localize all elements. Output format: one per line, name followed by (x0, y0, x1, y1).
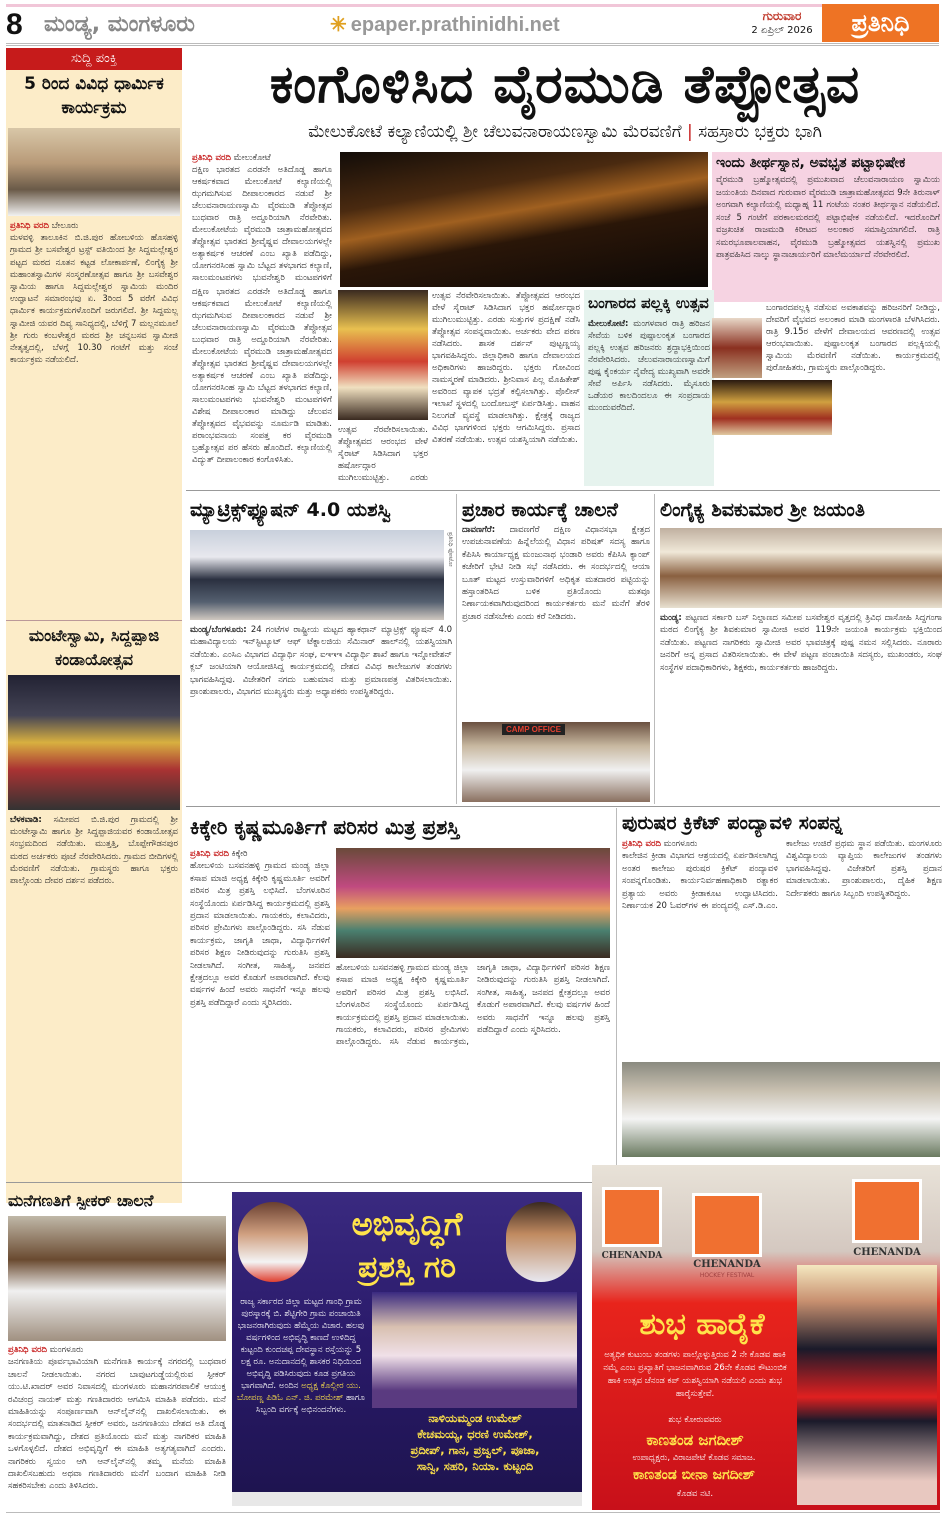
camp-office-sign: CAMP OFFICE (502, 724, 565, 735)
ad-greetings (592, 1165, 940, 1510)
story-matrixfusion-photo (190, 530, 444, 620)
greetings-headline: ಶುಭ ಹಾರೈಕೆ (639, 1307, 765, 1342)
sidebar-box-title: ಇಂದು ತೀರ್ಥಸ್ನಾನ, ಅವಭೃತ ಪಟ್ಟಾಭಿಷೇಕ (716, 155, 906, 171)
story-kikkeri-place: ಕಿಕ್ಕೇರಿ (231, 849, 248, 859)
story-campaign-place: ದಾವಣಗೆರೆ: (462, 525, 496, 535)
story-kikkeri-photo (336, 848, 610, 958)
brief1-title: 5 ರಿಂದ ವಿವಿಧ ಧಾರ್ಮಿಕ ಕಾರ್ಯಕ್ರಮ (24, 74, 164, 118)
story-cricket-photo (622, 1062, 940, 1157)
ad-portrait-right (506, 1202, 576, 1282)
story-kikkeri-byline: ಪ್ರತಿನಿಧಿ ವರದಿ (190, 849, 229, 859)
news-briefs-header: ಸುದ್ದಿ ಪಂಕ್ತಿ (6, 48, 182, 70)
story-matrixfusion-text: 24 ಗಂಟೆಗಳ ರಾಷ್ಟ್ರೀಯ ಮಟ್ಟದ ಹ್ಯಾಕಥಾನ್ ಮ್ಯಾಟ್ರಿಕ್ಸ್ ಫ್ಯೂಷನ್ 4.0 ಮಹಾವಿದ್ಯಾಲಯ ಇನ್‌ಸ್ಟಿಟ್ಯೂಟ್ ಆಫ್ ಟೆಕ್ನಾಲಜಿಯ ಸೆಮಿನಾರ್ ಹಾಲ್‌ನಲ್ಲಿ ಯಶಸ್ವಿಯಾಗಿ ನಡೆಯಿತು. ಎಂಸಿಎ ವಿಭಾಗದ ವಿದ್ಯಾರ್ಥಿ ಸಂಘ, ಐಇಇಇ ವಿದ್ಯಾರ್ಥಿ ಶಾಖೆ ಹಾಗೂ ಇನ್ನೋವೇಶನ್ ಕ್ಲಬ್ ಜಂಟಿಯಾಗಿ ಆಯೋಜಿಸಿದ್ದ ಕಾರ್ಯಕ್ರಮದಲ್ಲಿ ದೇಶದ ವಿವಿಧ ಕಾಲೇಜುಗಳ ತಂಡಗಳು ಭಾಗವಹಿಸಿದ್ದವು. ವಿಜೇತರಿಗೆ ನಗದು ಬಹುಮಾನ ಮತ್ತು ಪ್ರಮಾಣಪತ್ರ ವಿತರಿಸಲಾಯಿತು. ಪ್ರಾಂಶುಪಾಲರು, ವಿಭಾಗದ ಮುಖ್ಯಸ್ಥರು ಮತ್ತು ಅಧ್ಯಾಪಕರು ಉಪಸ್ಥಿತರಿದ್ದರು. (190, 625, 452, 698)
subhead-separator: | (686, 122, 693, 142)
couple-photo (797, 1265, 937, 1505)
ad-strip (232, 1492, 582, 1506)
ad-names-line2: ಕೇಚಮಯ್ಯ, ಧರಣಿ ಉಮೇಶ್, (417, 1427, 533, 1441)
palanquin-photo (712, 380, 832, 435)
website-url: epaper.prathinidhi.net (350, 14, 560, 36)
brief1-byline: ಪ್ರತಿನಿಧಿ ವರದಿ (10, 221, 49, 231)
story-census-title: ಮನೆಗಣತಿಗೆ ಸ್ಪೀಕರ್ ಚಾಲನೆ (8, 1191, 154, 1210)
masthead-rule (6, 43, 939, 46)
palanquin-photo-small (712, 318, 762, 378)
greetings-role1: ಉಪಾಧ್ಯಕ್ಷರು, ವಿರಾಜಪೇಟೆ ಕೊಡವ ಸಮಾಜ. (632, 1453, 756, 1463)
story-jayanti-body (660, 612, 942, 802)
ad-body (236, 1296, 366, 1416)
story-census-place: ಮಂಗಳೂರು (49, 1345, 84, 1355)
chenanda-logo-3 (852, 1179, 922, 1243)
column-rule (654, 494, 655, 804)
lead-text: ದಕ್ಷಿಣ ಭಾರತದ ಎರಡನೇ ಅತಿದೊಡ್ಡ ಹಾಗೂ ಆಕರ್ಷಕವಾದ ಮೇಲುಕೋಟೆ ಕಲ್ಯಾಣಿಯಲ್ಲಿ ಝಗಮಗಿಸುವ ದೀಪಾಲಂಕಾರದ ನಡುವೆ ಶ್ರೀ ಚೆಲುವನಾರಾಯಣಸ್ವಾಮಿ ವೈರಮುಡಿ ತೆಪ್ಪೋತ್ಸವ ಬುಧವಾರ ರಾತ್ರಿ ಅದ್ದೂರಿಯಾಗಿ ನೆರವೇರಿತು. ಮೇಲುಕೋಟೆಯ ವೈರಮುಡಿ ಜಾತ್ರಾಮಹೋತ್ಸವದ ತೆಪ್ಪೋತ್ಸವ ಭಾರತದ ಶ್ರೀವೈಷ್ಣವ ದೇವಾಲಯಗಳಲ್ಲೇ ಅತ್ಯಾಕರ್ಷಕ ಆಚರಣೆ ಎಂಬ ಖ್ಯಾತಿ ಪಡೆದಿದ್ದು, ಯೋಗನರಸಿಂಹ ಸ್ವಾಮಿ ಬೆಟ್ಟದ ತಳಭಾಗದ ಕಲ್ಯಾಣಿ, ಸಾಲುಮಂಟಪಗಳು ಭುವನೇಶ್ವರಿ ಮಂಟಪಗಳಿಗೆ (192, 165, 332, 283)
page-number: 8 (6, 8, 23, 41)
lead-body-col3 (432, 290, 580, 486)
palanquin-place: ಮೇಲುಕೋಟೆ: (588, 319, 629, 329)
ad-headline-line1: ಅಭಿವೃದ್ಧಿಗೆ (351, 1205, 463, 1243)
chenanda-label-1: CHENANDA (601, 1251, 663, 1261)
story-campaign-photo (462, 722, 650, 802)
divider (6, 620, 182, 621)
greetings-name2: ಕಾಣತಂಡ ಬೀನಾ ಜಗದೀಶ್ (633, 1467, 755, 1483)
cursor-sparkle-icon: ✳ (330, 14, 347, 36)
brief1-photo (8, 128, 180, 216)
ad-body-text: ರಾಜ್ಯ ಸರ್ಕಾರದ ಜಿಲ್ಲಾ ಮಟ್ಟದ ಗಾಂಧಿ ಗ್ರಾಮ ಪುರಸ್ಕಾರಕ್ಕೆ ಬಿ. ಶೆಟ್ಟಿಗೇರಿ ಗ್ರಾಮ ಪಂಚಾಯಿತಿ ಭಾಜನರಾಗಿರುವುದು ಹೆಮ್ಮೆಯ ವಿಚಾರ. ಹಲವು ವರ್ಷಗಳಿಂದ ಅಭಿವೃದ್ಧಿ ಕಾಣದೆ ಉಳಿದಿದ್ದ ಕುಟ್ಟಂದಿ ಕುಂದಚಪ್ಪ ದೇವಸ್ಥಾನ ರಸ್ತೆಯನ್ನು 5 ಲಕ್ಷ ರೂ. ಅನುದಾನದಲ್ಲಿ ಶಾಸಕರ ನಿಧಿಯಿಂದ ಅಭಿವೃದ್ಧಿ ಪಡಿಸಿರುವುದು ಕೂಡ ಪ್ರಗತಿಯ ಭಾಗವಾಗಿದೆ. ಅಂದಿನ (237, 1297, 365, 1391)
bottom-rule (6, 1512, 940, 1513)
ad-family-names (370, 1410, 580, 1474)
chenanda-label-3: CHENANDA (853, 1247, 921, 1258)
brief2-body (10, 814, 178, 1194)
greetings-name1: ಕಾಣತಂಡ ಜಗದೀಶ್ (646, 1431, 744, 1449)
ad-development-award (232, 1192, 582, 1492)
palanquin-text: ಮಂಗಳವಾರ ರಾತ್ರಿ ಹರಿಜನ ಸೇವೆಯ ಬಳಿಕ ಪುಷ್ಪಾಲಂಕೃತ ಬಂಗಾರದ ಪಲ್ಲಕ್ಕಿ ಉತ್ಸವ ಹರಿಜನರು ಶ್ರದ್ಧಾಭಕ್ತಿಯಿಂದ ನೆರವೇರಿಸಿದರು. ಚೆಲುವನಾರಾಯಣಸ್ವಾಮಿಗೆ ಪುಷ್ಪ ಕೈಂಕರ್ಯ ನೈವೇದ್ಯ ಮುಖ್ಯವಾಗಿ ಅವರೇ ಸೇವೆ ಅರ್ಪಿಸಿ ನಡೆಸಿದರು. ಮೈಸೂರು ಒಡೆಯರ ಕಾಲದಿಂದಲೂ ಈ ಸಂಪ್ರದಾಯ ಮುಂದುವರೆದಿದೆ. (588, 319, 710, 413)
lead-text-2: ಉತ್ಸವ ನೆರವೇರಿಸಲಾಯಿತು. ತೆಪ್ಪೋತ್ಸವದ ಆರಂಭದ ವೇಳೆ ಸೈರಾಟ್ ಸಿಡಿಸಿದಾಗ ಭಕ್ತರ ಹರ್ಷೋದ್ಗಾರ ಮುಗಿಲುಮುಟ್ಟಿತ್ತು. ಎರಡು ಸುತ್ತುಗಳ ಪ್ರದಕ್ಷಿಣೆ ನಡೆಸಿ ತೆಪ್ಪೋತ್ಸವ ಸಂಪನ್ನವಾಯಿತು. ಅರ್ಚಕರು ವೇದ ಪಠಣ ನಡೆಸಿದರು. ಶಾಸಕ ದರ್ಶನ್ ಪುಟ್ಟಣ್ಣಯ್ಯ ಭಾಗವಹಿಸಿದ್ದರು. ಜಿಲ್ಲಾಧಿಕಾರಿ ಹಾಗೂ ದೇವಾಲಯದ ಅಧಿಕಾರಿಗಳು ಹಾಜರಿದ್ದರು. ಭಕ್ತರು ಗೋವಿಂದ ನಾಮಸ್ಮರಣೆ ಮಾಡಿದರು. (432, 291, 580, 385)
weekday: ಗುರುವಾರ (762, 9, 802, 23)
divider (186, 490, 940, 491)
story-campaign-text: ದಾವಣಗೆರೆ ದಕ್ಷಿಣ ವಿಧಾನಸಭಾ ಕ್ಷೇತ್ರದ ಉಪಚುನಾವಣೆಯ ಹಿನ್ನೆಲೆಯಲ್ಲಿ ವಿಧಾನ ಪರಿಷತ್ ಸದಸ್ಯ ಹಾಗೂ ಕೆಪಿಸಿಸಿ ಕಾರ್ಯಾಧ್ಯಕ್ಷ ಮಂಜುನಾಥ ಭಂಡಾರಿ ಅವರು ಕೆಪಿಸಿಸಿ ಕ್ಯಾಂಪ್ ಕಚೇರಿಗೆ ಭೇಟಿ ನೀಡಿ ಸಭೆ ನಡೆಸಿದರು. ಈ ಸಂದರ್ಭದಲ್ಲಿ ಆಯಾ ಬೂತ್ ಮಟ್ಟದ ಉಸ್ತುವಾರಿಗಳಿಗೆ ಅಧಿಕೃತ ಮತದಾರರ ಪಟ್ಟಿಯನ್ನು ಹಸ್ತಾಂತರಿಸಿದ ಬಳಿಕ ಪ್ರತಿಯೊಂದು ಮತವೂ ನಿರ್ಣಾಯಕವಾಗಿರುವುದರಿಂದ ಕಾರ್ಯಕರ್ತರು ಮನೆ ಮನೆಗೆ ತೆರಳಿ ಪ್ರಚಾರ ನಡೆಸಬೇಕು ಎಂದು ಕರೆ ನೀಡಿದರು. (462, 525, 650, 622)
chenanda-label-2: CHENANDA (693, 1259, 761, 1270)
story-kikkeri-text: ಹೋಬಳಿಯ ಬಸವನಹಳ್ಳಿ ಗ್ರಾಮದ ಮಂಡ್ಯ ಜಿಲ್ಲಾ ಕಸಾಪ ಮಾಜಿ ಅಧ್ಯಕ್ಷ ಕಿಕ್ಕೇರಿ ಕೃಷ್ಣಮೂರ್ತಿ ಅವರಿಗೆ ಪರಿಸರ ಮಿತ್ರ ಪ್ರಶಸ್ತಿ ಲಭಿಸಿದೆ. ಬೆಂಗಳೂರಿನ ಸಂಸ್ಥೆಯೊಂದು ಏರ್ಪಡಿಸಿದ್ದ ಕಾರ್ಯಕ್ರಮದಲ್ಲಿ ಪ್ರಶಸ್ತಿ ಪ್ರದಾನ ಮಾಡಲಾಯಿತು. ಗಾಯಕರು, ಕಲಾವಿದರು, ಪರಿಸರ ಪ್ರೇಮಿಗಳು ಪಾಲ್ಗೊಂಡಿದ್ದರು. ಸಸಿ ನೆಡುವ ಕಾರ್ಯಕ್ರಮ, ಜಾಗೃತಿ ಜಾಥಾ, ವಿದ್ಯಾರ್ಥಿಗಳಿಗೆ ಪರಿಸರ ಶಿಕ್ಷಣ ನೀಡಿರುವುದನ್ನು ಗುರುತಿಸಿ ಪ್ರಶಸ್ತಿ ನೀಡಲಾಗಿದೆ. ಸಂಗೀತ, ಸಾಹಿತ್ಯ, ಜನಪದ ಕ್ಷೇತ್ರದಲ್ಲೂ ಅವರ ಕೊಡುಗೆ ಅಪಾರವಾಗಿದೆ. ಕೆಲವು ವರ್ಷಗಳ ಹಿಂದೆ ಅವರು ಸಾಧನೆಗೆ ಇನ್ನೂ ಹಲವು ಪ್ರಶಸ್ತಿ ಪಡೆದಿದ್ದಾರೆ ಎಂದು ಸ್ಮರಿಸಿದರು. (190, 861, 330, 1008)
lead-headline: ಕಂಗೊಳಿಸಿದ ವೈರಮುಡಿ ತೆಪ್ಪೋತ್ಸವ (269, 55, 861, 115)
story-campaign-title: ಪ್ರಚಾರ ಕಾರ್ಯಕ್ಕೆ ಚಾಲನೆ (462, 499, 618, 521)
story-cricket-title: ಪುರುಷರ ಕ್ರಿಕೆಟ್ ಪಂದ್ಯಾವಳಿ ಸಂಪನ್ನ (622, 812, 843, 834)
story-cricket-place: ಮಂಗಳೂರು (663, 839, 698, 849)
sidebar-box-body: ವೈರಮುಡಿ ಬ್ರಹ್ಮೋತ್ಸವದಲ್ಲಿ ಪ್ರಮುಖವಾದ ಚೆಲುವನಾರಾಯಣ ಸ್ವಾಮಿಯ ಜಯಂತಿಯ ದಿನವಾದ ಗುರುವಾರ ವೈರಮುಡಿ ಜಾತ್ರಾಮಹೋತ್ಸವದ 9ನೇ ತಿರುನಾಳ್ ಅಂಗವಾಗಿ ಕಲ್ಯಾಣಿಯಲ್ಲಿ ಮಧ್ಯಾಹ್ನ 11 ಗಂಟೆಯ ನಂತರ ತೀರ್ಥಸ್ನಾನ ನಡೆಯಲಿದೆ. ಸಂಜೆ 5 ಗಂಟೆಗೆ ಪರಕಾಲಮಠದಲ್ಲಿ ಪಟ್ಟಾಭಿಷೇಕ ನಡೆಯಲಿದೆ. ಇದರೊಂದಿಗೆ ವಜ್ರಖಚಿತ ರಾಜಮುಡಿ ಕಿರೀಟದ ಅಲಂಕಾರ ಸಮಾಪ್ತಿಯಾಗಲಿದೆ. ರಾತ್ರಿ ಸಮರಭೂಪಾಲವಾಹನ, ವೈರಮುಡಿ ಬ್ರಹ್ಮೋತ್ಸವದ ಯಶಸ್ವಿನಲ್ಲಿ ಪ್ರಮುಖ ಪಾತ್ರವಹಿಸಿದ ನಾಲ್ಕು ಸ್ಥಾನಾಚಾರ್ಯರಿಗೆ ಮಾಲೆಮರ್ಯಾದೆ ನೆರವೇರಲಿದೆ. (716, 175, 940, 260)
lead-body-col1 (192, 152, 332, 284)
palanquin-title: ಬಂಗಾರದ ಪಲ್ಲಕ್ಕಿ ಉತ್ಸವ (588, 294, 709, 312)
brief2-title: ಮಂಟೇಸ್ವಾಮಿ, ಸಿದ್ದಪ್ಪಾಜಿ ಕಂಡಾಯೋತ್ಸವ (28, 626, 160, 669)
brief1-body (10, 220, 178, 615)
divider (186, 806, 940, 807)
lead-photo-kalyani-night (340, 152, 708, 287)
story-jayanti-photo (660, 528, 942, 608)
brief1-place: ಬೇಲೂರು (51, 221, 79, 231)
palanquin-body-2: ಬಂಗಾರದಪಲ್ಲಕ್ಕಿ ನಡೆಸುವ ಅವಕಾಶವನ್ನು ಹರಿಜನರಿಗೆ ನೀಡಿದ್ದು, ದೇವರಿಗೆ ವೈಭವದ ಅಲಂಕಾರ ಮಾಡಿ ಮಂಗಳಾರತಿ ಬೆಳಗಿಸಿದರು. ರಾತ್ರಿ 9.15ರ ವೇಳೆಗೆ ದೇವಾಲಯದ ಆವರಣದಲ್ಲಿ ಉತ್ಸವ ಆರಂಭವಾಯಿತು. ಪುಷ್ಪಾಲಂಕೃತ ಬಂಗಾರದ ಪಲ್ಲಕ್ಕಿಯಲ್ಲಿ ಸ್ವಾಮಿಯ ಮೆರವಣಿಗೆ ನಡೆಯಿತು. ಕಾರ್ಯಕ್ರಮದಲ್ಲಿ ಪುರೋಹಿತರು, ಗ್ರಾಮಸ್ಥರು ಪಾಲ್ಗೊಂಡಿದ್ದರು. (766, 303, 940, 373)
story-matrixfusion-title: ಮ್ಯಾಟ್ರಿಕ್ಸ್‌ಫ್ಯೂಷನ್ 4.0 ಯಶಸ್ವಿ (190, 499, 392, 521)
lead-subhead-left: ಮೇಲುಕೋಟೆ ಕಲ್ಯಾಣಿಯಲ್ಲಿ ಶ್ರೀ ಚೆಲುವನಾರಾಯಣಸ್ವಾಮಿ ಮೆರವಣಿಗೆ (308, 122, 682, 142)
story-jayanti-title: ಲಿಂಗೈಕ್ಯ ಶಿವಕುಮಾರ ಶ್ರೀ ಜಯಂತಿ (660, 499, 865, 521)
story-cricket-body (622, 838, 942, 1060)
story-census-body (8, 1344, 226, 1514)
lead-text-3: ಶ್ರೀನಿವಾಸ ಪಿಲ್ಲ ಮೊಹಿತೇಶ್ ಅವರಿಂದ ವ್ಯಾಪಕ ಭದ್ರತೆ ಕಲ್ಪಿಸಲಾಗಿತ್ತು. ಪೊಲೀಸ್ ಇಲಾಖೆ ಸ್ಥಳದಲ್ಲಿ ಬಂದೋಬಸ್ತ್ ಏರ್ಪಡಿಸಿತ್ತು. ವಾಹನ ನಿಲುಗಡೆ ವ್ಯವಸ್ಥೆ ಮಾಡಲಾಗಿತ್ತು. ಕ್ಷೇತ್ರಕ್ಕೆ ರಾಜ್ಯದ ವಿವಿಧ ಭಾಗಗಳಿಂದ ಭಕ್ತರು ಆಗಮಿಸಿದ್ದರು. ಪ್ರಸಾದ ವಿತರಣೆ ನಡೆಯಿತು. ಉತ್ಸವ ಯಶಸ್ವಿಯಾಗಿ ನಡೆಯಿತು. (432, 375, 580, 445)
lead-place: ಮೇಲುಕೋಟೆ (233, 153, 271, 163)
ad-names-line4: ಸಾನ್ವಿ, ಸಹರಿ, ನಿಯಾ. ಕುಟ್ಟಂದಿ (416, 1459, 534, 1473)
chenanda-logo-1 (602, 1187, 662, 1247)
story-jayanti-place: ಮಂಡ್ಯ: (660, 613, 682, 623)
greetings-body: ಅತ್ಯಧಿಕ ಕುಟುಂಬ ತಂಡಗಳು ಪಾಲ್ಗೊಳ್ಳುತ್ತಿರುವ 2 ನೇ ಕೊಡವ ಹಾಕಿ ನಮ್ಮೆ ಎಂಬ ಪ್ರಖ್ಯಾತಿಗೆ ಭಾಜನವಾಗಿರುವ 26ನೇ ಕೊಡವ ಕೌಟುಂಬಿಕ ಹಾಕಿ ಉತ್ಸವ ಚೆನಂಡ ಕಪ್ ಯಶಸ್ವಿಯಾಗಿ ನಡೆಯಲಿ ಎಂದು ಶುಭ ಹಾರೈಸುತ್ತೇವೆ. (603, 1350, 787, 1399)
chenanda-sub: HOCKEY FESTIVAL (699, 1272, 755, 1279)
story-jayanti-text: ಪಟ್ಟಣದ ಸರ್ಕಾರಿ ಬಸ್ ನಿಲ್ದಾಣದ ಸಮೀಪ ಬಸವೇಶ್ವರ ವೃತ್ತದಲ್ಲಿ ತ್ರಿವಿಧ ದಾಸೋಹಿ ಸಿದ್ದಗಂಗಾ ಮಠದ ಲಿಂಗೈಕ್ಯ ಶ್ರೀ ಶಿವಕುಮಾರ ಸ್ವಾಮೀಜಿ ಅವರ 119ನೇ ಜಯಂತಿ ಕಾರ್ಯಕ್ರಮ ಭಕ್ತಿಯಿಂದ ನಡೆಯಿತು. ಪಟ್ಟಣದ ನಾಗರಿಕರು ಸ್ವಾಮೀಜಿ ಅವರ ಭಾವಚಿತ್ರಕ್ಕೆ ಪುಷ್ಪ ನಮನ ಸಲ್ಲಿಸಿದರು. ನೂರಾರು ಜನರಿಗೆ ಅನ್ನ ಪ್ರಸಾದ ವಿತರಿಸಲಾಯಿತು. ಈ ವೇಳೆ ಪಟ್ಟಣ ಪಂಚಾಯಿತಿ ಸದಸ್ಯರು, ಮುಖಂಡರು, ಸಂಘ ಸಂಸ್ಥೆಗಳ ಪದಾಧಿಕಾರಿಗಳು, ಶಿಕ್ಷಕರು, ಕಾರ್ಯಕರ್ತರು ಹಾಜರಿದ್ದರು. (660, 613, 942, 673)
brief1-text: ಮಳವಳ್ಳಿ ತಾಲೂಕಿನ ಬಿ.ಜಿ.ಪುರ ಹೋಬಳಿಯ ಹೊಸಹಳ್ಳಿ ಗ್ರಾಮದ ಶ್ರೀ ಬಸವೇಶ್ವರ ಟ್ರಸ್ಟ್ ವತಿಯಿಂದ ಶ್ರೀ ಸಿದ್ದಮಲ್ಲೇಶ್ವರ ಪಟ್ಟದ ಮಠದ ನೂತನ ಕಟ್ಟಡ ಲೋಕಾರ್ಪಣೆ, ಲಿಂಗೈಕ್ಯ ಶ್ರೀ ಮಹಾಂತಸ್ವಾಮಿಗಳ ಸಂಸ್ಮರಣೋತ್ಸವ ಹಾಗೂ ಶ್ರೀ ಬಸವೇಶ್ವರ ಸ್ವಾಮಿಯ ಹಾಗೂ ಸಿದ್ದಮಲ್ಲೇಶ್ವರ ಸ್ವಾಮಿಯ ಮಂದಿರ ಉದ್ಘಾಟನೆ ಸಮಾರಂಭವು ಏ. 3ರಿಂದ 5 ವರೆಗೆ ವಿವಿಧ ಧಾರ್ಮಿಕ ಕಾರ್ಯಕ್ರಮಗಳೊಂದಿಗೆ ಜರುಗಲಿದೆ. ಶ್ರೀ ಸಿದ್ದಮಲ್ಲ ಸ್ವಾಮೀಜಿ ಯವರ ದಿವ್ಯ ಸಾನಿಧ್ಯದಲ್ಲಿ, ಬೆಳಿಗ್ಗೆ 7 ಮಲ್ಲನಮೂಲೆ ಶ್ರೀ ಗುರು ಕಂಬಳೇಶ್ವರ ಮಠದ ಶ್ರೀ ಚನ್ನಬಸವ ಸ್ವಾಮೀಜಿ ನೇತೃತ್ವದಲ್ಲಿ, ಬೆಳಗ್ಗೆ 10.30 ಗಂಟೆಗೆ ಮತ್ತು ಸಂಜೆ ಕಾರ್ಯಕ್ರಮ ನಡೆಯಲಿದೆ. (10, 233, 178, 366)
greetings-wishers-label: ಶುಭ ಕೋರುವವರು (668, 1415, 722, 1425)
brief2-place: ಬೆಳಕವಾಡಿ: (10, 815, 42, 825)
lead-body-col1b: ದಕ್ಷಿಣ ಭಾರತದ ಎರಡನೇ ಅತಿದೊಡ್ಡ ಹಾಗೂ ಆಕರ್ಷಕವಾದ ಮೇಲುಕೋಟೆ ಕಲ್ಯಾಣಿಯಲ್ಲಿ ಝಗಮಗಿಸುವ ದೀಪಾಲಂಕಾರದ ನಡುವೆ ಶ್ರೀ ಚೆಲುವನಾರಾಯಣಸ್ವಾಮಿ ವೈರಮುಡಿ ತೆಪ್ಪೋತ್ಸವ ಬುಧವಾರ ರಾತ್ರಿ ಅದ್ದೂರಿಯಾಗಿ ನೆರವೇರಿತು. ಮೇಲುಕೋಟೆಯ ವೈರಮುಡಿ ಜಾತ್ರಾಮಹೋತ್ಸವದ ತೆಪ್ಪೋತ್ಸವ ಭಾರತದ ಶ್ರೀವೈಷ್ಣವ ದೇವಾಲಯಗಳಲ್ಲೇ ಅತ್ಯಾಕರ್ಷಕ ಆಚರಣೆ ಎಂಬ ಖ್ಯಾತಿ ಪಡೆದಿದ್ದು, ಯೋಗನರಸಿಂಹ ಸ್ವಾಮಿ ಬೆಟ್ಟದ ತಳಭಾಗದ ಕಲ್ಯಾಣಿ, ಸಾಲುಮಂಟಪಗಳು ಭುವನೇಶ್ವರಿ ಮಂಟಪಗಳಿಗೆ ವಿಶೇಷ ದೀಪಾಲಂಕಾರ ಮಾಡಿದ್ದು ಚೆಲುವನ ತೆಪ್ಪೋತ್ಸವದ ವೈಭವವನ್ನು ನೂರ್ಮಡಿ ಮಾಡಿತು. ಪರಾಂಭವನಾಯ ಸಂಪತ್ತ ಕರ ವೈರಮುಡಿ ಬ್ರಹ್ಮೋತ್ಸವ ಪರ ಹೆಸರು ಹೊಂದಿದೆ. ಕಲ್ಯಾಣಿಯಲ್ಲಿ ವಿದ್ಯುತ್ ದೀಪಾಲಂಕಾರ ಕಂಗೊಳಿಸಿತು. (192, 287, 332, 465)
ad-names-line3: ಪ್ರದೀಪ್, ಗಾನ, ಪ್ರಜ್ವಲ್, ಪೂಜಾ, (410, 1443, 540, 1457)
ad-names-line1: ನಾಳಿಯಮ್ಮಂಡ ಉಮೇಶ್ (428, 1411, 522, 1425)
section-name: ಮಂಡ್ಯ, ಮಂಗಳೂರು (44, 12, 195, 37)
column-rule (616, 808, 617, 1178)
story-census-photo (8, 1216, 226, 1341)
chenanda-logo-2 (692, 1193, 762, 1257)
story-kikkeri-body (190, 848, 330, 1178)
top-pink-rule (6, 4, 939, 7)
story-cricket-byline: ಪ್ರತಿನಿಧಿ ವರದಿ (622, 839, 661, 849)
website-link[interactable] (330, 12, 560, 37)
lead-subheadline (190, 122, 940, 142)
story-matrixfusion-body (190, 624, 452, 802)
greetings-role2: ಕೊಡವ ನಟಿ. (676, 1489, 714, 1499)
story-matrixfusion-place: ಮಂಡ್ಯ/ಬೆಂಗಳೂರು: (190, 625, 247, 635)
brief2-photo (8, 675, 180, 810)
lead-subhead-right: ಸಹಸ್ರಾರು ಭಕ್ತರು ಭಾಗಿ (698, 122, 822, 142)
story-kikkeri-body-2: ಹೋಬಳಿಯ ಬಸವನಹಳ್ಳಿ ಗ್ರಾಮದ ಮಂಡ್ಯ ಜಿಲ್ಲಾ ಕಸಾಪ ಮಾಜಿ ಅಧ್ಯಕ್ಷ ಕಿಕ್ಕೇರಿ ಕೃಷ್ಣಮೂರ್ತಿ ಅವರಿಗೆ ಪರಿಸರ ಮಿತ್ರ ಪ್ರಶಸ್ತಿ ಲಭಿಸಿದೆ. ಬೆಂಗಳೂರಿನ ಸಂಸ್ಥೆಯೊಂದು ಏರ್ಪಡಿಸಿದ್ದ ಕಾರ್ಯಕ್ರಮದಲ್ಲಿ ಪ್ರಶಸ್ತಿ ಪ್ರದಾನ ಮಾಡಲಾಯಿತು. ಗಾಯಕರು, ಕಲಾವಿದರು, ಪರಿಸರ ಪ್ರೇಮಿಗಳು ಪಾಲ್ಗೊಂಡಿದ್ದರು. ಸಸಿ ನೆಡುವ ಕಾರ್ಯಕ್ರಮ, ಜಾಗೃತಿ ಜಾಥಾ, ವಿದ್ಯಾರ್ಥಿಗಳಿಗೆ ಪರಿಸರ ಶಿಕ್ಷಣ ನೀಡಿರುವುದನ್ನು ಗುರುತಿಸಿ ಪ್ರಶಸ್ತಿ ನೀಡಲಾಗಿದೆ. ಸಂಗೀತ, ಸಾಹಿತ್ಯ, ಜನಪದ ಕ್ಷೇತ್ರದಲ್ಲೂ ಅವರ ಕೊಡುಗೆ ಅಪಾರವಾಗಿದೆ. ಕೆಲವು ವರ್ಷಗಳ ಹಿಂದೆ ಅವರು ಸಾಧನೆಗೆ ಇನ್ನೂ ಹಲವು ಪ್ರಶಸ್ತಿ ಪಡೆದಿದ್ದಾರೆ ಎಂದು ಸ್ಮರಿಸಿದರು. (336, 963, 610, 1048)
story-campaign-body (462, 524, 650, 722)
lead-byline: ಪ್ರತಿನಿಧಿ ವರದಿ (192, 153, 231, 163)
story-census-text: ಜನಗಣತಿಯ ಪೂರ್ವಭಾವಿಯಾಗಿ ಮನೆಗಣತಿ ಕಾರ್ಯಕ್ಕೆ ನಗರದಲ್ಲಿ ಬುಧವಾರ ಚಾಲನೆ ನೀಡಲಾಯಿತು. ನಗರದ ಬಾವುಟಗುಡ್ಡೆಯಲ್ಲಿರುವ ಸ್ಪೀಕರ್ ಯು.ಟಿ.ಖಾದರ್ ಅವರ ನಿವಾಸದಲ್ಲಿ ಮಂಗಳೂರು ಮಹಾನಗರಪಾಲಿಕೆ ಆಯುಕ್ತ ರವಿಚಂದ್ರ ನಾಯಕ್ ಮತ್ತು ಗಣತಿದಾರರು ಆಗಮಿಸಿ ಮಾಹಿತಿ ಪಡೆದರು. ಮನೆ ಮಾಹಿತಿಯನ್ನು ಸಂಪೂರ್ಣವಾಗಿ ಆನ್‌ಲೈನ್‌ನಲ್ಲಿ ದಾಖಲಿಸಲಾಯಿತು. ಈ ಸಂದರ್ಭದಲ್ಲಿ ಮಾತನಾಡಿದ ಸ್ಪೀಕರ್ ಅವರು, ಜನಗಣತಿಯು ದೇಶದ ಅತಿ ದೊಡ್ಡ ಕಾರ್ಯಕ್ರಮವಾಗಿದ್ದು, ದೇಶದ ಪ್ರತಿಯೊಂದು ಮನೆ ಮತ್ತು ನಾಗರಿಕರ ಮಾಹಿತಿ ಒಳಗೊಳ್ಳಲಿದೆ. ದೇಶದ ಅಭಿವೃದ್ಧಿಗೆ ಈ ಮಾಹಿತಿ ಅತ್ಯಗತ್ಯವಾಗಿದೆ ಎಂದರು. ನಾಗರಿಕರು ಸ್ವಯಂ ಆಗಿ ಆನ್‌ಲೈನ್‌ನಲ್ಲಿ ತಮ್ಮ ಮನೆಯ ಮಾಹಿತಿ ದಾಖಲಿಸಬಹುದು ಅಥವಾ ಗಣತಿದಾರರು ಮನೆಗೆ ಬಂದಾಗ ಮಾಹಿತಿ ನೀಡಿ ಸಹಕರಿಸಬೇಕು ಎಂದು ತಿಳಿಸಿದರು. (8, 1357, 226, 1492)
ad-body-highlight: ಅಧ್ಯಕ್ಷ ಕೊಲ್ಲೀರ ಯು. ಬೋಪಣ್ಣ ಪಿಡಿಓ ಎನ್. ಜಿ. ಪರಮೇಶ್ (237, 1381, 361, 1403)
story-cricket-text: ಕಾಲೇಜಿನ ಕ್ರೀಡಾ ವಿಭಾಗದ ಆಶ್ರಯದಲ್ಲಿ ಏರ್ಪಡಿಸಲಾಗಿದ್ದ ಅಂತರ ಕಾಲೇಜು ಪುರುಷರ ಕ್ರಿಕೆಟ್ ಪಂದ್ಯಾವಳಿ ಸಂಪನ್ನಗೊಂಡಿತು. ಕಾರ್ಯನಿರ್ವಹಣಾಧಿಕಾರಿ ರತ್ನಾಕರ ಪ್ರತ್ಯಾಯ ಅವರು ಕ್ರೀಡಾಕೂಟ ಉದ್ಘಾಟಿಸಿದರು. ನಿರ್ಣಾಯಕ 20 ಓವರ್‌ಗಳ ಈ ಪಂದ್ಯದಲ್ಲಿ ಎಸ್.ಡಿ.ಎಂ. ಕಾಲೇಜು ಉಜಿರೆ ಪ್ರಥಮ ಸ್ಥಾನ ಪಡೆಯಿತು. ಮಂಗಳೂರು ವಿಶ್ವವಿದ್ಯಾಲಯ ವ್ಯಾಪ್ತಿಯ ಕಾಲೇಜುಗಳ ತಂಡಗಳು ಭಾಗವಹಿಸಿದ್ದವು. ವಿಜೇತರಿಗೆ ಪ್ರಶಸ್ತಿ ಪ್ರದಾನ ಮಾಡಲಾಯಿತು. ಪ್ರಾಂಶುಪಾಲರು, ದೈಹಿಕ ಶಿಕ್ಷಣ ನಿರ್ದೇಶಕರು ಹಾಗೂ ಸಿಬ್ಬಂದಿ ಉಪಸ್ಥಿತರಿದ್ದರು. (622, 839, 942, 912)
brief2-text: ಸಮೀಪದ ಬಿ.ಜಿ.ಪುರ ಗ್ರಾಮದಲ್ಲಿ ಶ್ರೀ ಮಂಟೇಸ್ವಾಮಿ ಹಾಗೂ ಶ್ರೀ ಸಿದ್ದಪ್ಪಾಜಿಯವರ ಕಂಡಾಯೋತ್ಸವ ಸಂಭ್ರಮದಿಂದ ನಡೆಯಿತು. ಮುತ್ತತ್ತಿ, ಬೊಪ್ಪೇಗೌಡನಪುರ ಮಠದ ಅರ್ಚಕರು ಪೂಜೆ ನೆರವೇರಿಸಿದರು. ಗ್ರಾಮದ ಬೀದಿಗಳಲ್ಲಿ ಮೆರವಣಿಗೆ ನಡೆಯಿತು. ಗ್ರಾಮಸ್ಥರು ಹಾಗೂ ಭಕ್ತರು ಪಾಲ್ಗೊಂಡು ದೇವರ ದರ್ಶನ ಪಡೆದರು. (10, 815, 178, 887)
deity-photo (338, 290, 428, 420)
ad-body-end: ಹಾಗೂ ಸಿಬ್ಬಂದಿ ವರ್ಗಕ್ಕೆ ಅಭಿನಂದನೆಗಳು. (255, 1393, 365, 1415)
newspaper-logo: ಪ್ರತಿನಿಧಿ (822, 4, 939, 42)
ad-family-photo (372, 1292, 577, 1408)
story-kikkeri-title: ಕಿಕ್ಕೇರಿ ಕೃಷ್ಣಮೂರ್ತಿಗೆ ಪರಿಸರ ಮಿತ್ರ ಪ್ರಶಸ್ತಿ (190, 815, 460, 839)
palanquin-body (588, 318, 710, 483)
lead-body-col2: ಉತ್ಸವ ನೆರವೇರಿಸಲಾಯಿತು. ತೆಪ್ಪೋತ್ಸವದ ಆರಂಭದ ವೇಳೆ ಸೈರಾಟ್ ಸಿಡಿಸಿದಾಗ ಭಕ್ತರ ಹರ್ಷೋದ್ಗಾರ ಮುಗಿಲುಮುಟ್ಟಿತ್ತು. ಎರಡು (338, 425, 428, 483)
column-rule (456, 494, 457, 804)
photo-credit: ಪ್ರತಿನಿಧಿ ಫೋಟೋ (447, 532, 454, 567)
story-census-byline: ಪ್ರತಿನಿಧಿ ವರದಿ (8, 1345, 47, 1355)
ad-headline-line2: ಪ್ರಶಸ್ತಿ ಗರಿ (358, 1250, 456, 1285)
ad-portrait-left (238, 1202, 308, 1282)
issue-date: 2 ಏಪ್ರಿಲ್ 2026 (751, 25, 813, 36)
